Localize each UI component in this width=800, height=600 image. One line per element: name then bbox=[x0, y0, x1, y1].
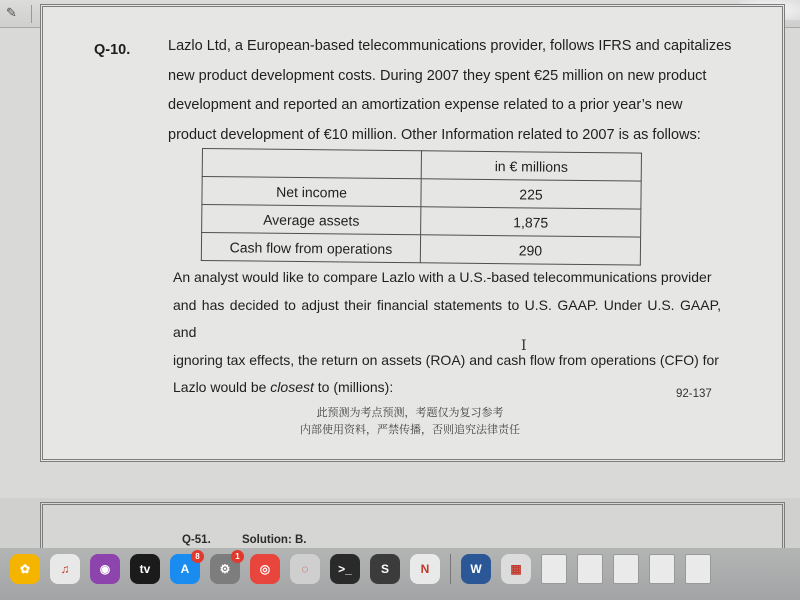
body-last-line bbox=[173, 374, 721, 402]
pen-icon: ✎ bbox=[6, 6, 17, 21]
dock-recent-file-icon[interactable] bbox=[685, 554, 711, 584]
dock-recent-file-icon[interactable] bbox=[577, 554, 603, 584]
dock-preview-icon[interactable]: ▦ bbox=[501, 554, 531, 584]
notice-line: 内部使用资料，严禁传播，否则追究法律责任 bbox=[300, 423, 520, 436]
dock-app-list bbox=[10, 554, 711, 584]
notification-badge: 8 bbox=[191, 550, 204, 563]
dock-utility-icon[interactable]: ◌ bbox=[290, 554, 320, 584]
sketch-tool-button[interactable] bbox=[6, 4, 17, 24]
emphasis-text: closest bbox=[270, 379, 314, 395]
dock-recent-file-icon[interactable] bbox=[613, 554, 639, 584]
body-line: An analyst would like to compare Lazlo with a U.S.-based telecommunications provider bbox=[173, 269, 712, 285]
body-line: ignoring tax effects, the return on assets (ROA) and cash flow from operations (CFO) for bbox=[173, 351, 719, 368]
dock-photos-icon[interactable]: ✿ bbox=[10, 554, 40, 584]
question-number: Q-10. bbox=[94, 42, 131, 58]
dock-apple-tv-icon[interactable]: tv bbox=[130, 554, 160, 584]
dock-app-store-icon[interactable]: A 8 bbox=[170, 554, 200, 584]
dock-podcasts-icon[interactable]: ◉ bbox=[90, 554, 120, 584]
body-text: to (millions): bbox=[313, 379, 394, 395]
dock bbox=[0, 548, 800, 600]
dock-recent-file-icon[interactable] bbox=[649, 554, 675, 584]
question-body bbox=[173, 264, 721, 402]
next-page-frame bbox=[40, 502, 785, 548]
intro-line: development and reported an amortization expense related to a prior year’s new bbox=[168, 97, 683, 113]
text-cursor-icon: I bbox=[521, 338, 527, 354]
table-cell-label: Net income bbox=[202, 177, 421, 207]
table-header-cell: in € millions bbox=[421, 151, 641, 181]
financial-table bbox=[201, 148, 642, 266]
dock-system-preferences-icon[interactable]: ⚙ 1 bbox=[210, 554, 240, 584]
table-cell-value: 290 bbox=[420, 235, 640, 265]
confidential-notice bbox=[250, 404, 570, 438]
table-cell-value: 1,875 bbox=[421, 207, 641, 237]
next-page-heading bbox=[182, 534, 334, 546]
dock-separator bbox=[450, 554, 451, 584]
intro-line: new product development costs. During 2007 they spent €25 million on new product bbox=[168, 67, 707, 84]
table-header-cell bbox=[202, 149, 421, 179]
table-cell-label: Cash flow from operations bbox=[201, 233, 420, 263]
body-text: Lazlo would be bbox=[173, 379, 271, 395]
dock-word-icon[interactable]: W bbox=[461, 554, 491, 584]
intro-line: Lazlo Ltd, a European-based telecommunications provider, follows IFRS and capitalizes bbox=[168, 38, 732, 54]
dock-news-icon[interactable]: N bbox=[410, 554, 440, 584]
next-question-number: Q-51. bbox=[182, 534, 211, 546]
dock-chrome-icon[interactable]: ◎ bbox=[250, 554, 280, 584]
table-row bbox=[201, 233, 640, 266]
table-cell-value: 225 bbox=[421, 179, 641, 209]
dock-sublime-icon[interactable]: S bbox=[370, 554, 400, 584]
dock-music-icon[interactable]: ♫ bbox=[50, 554, 80, 584]
page-number: 92-137 bbox=[676, 388, 712, 400]
body-line: and has decided to adjust their financial statements to U.S. GAAP. Under U.S. GAAP, and bbox=[173, 296, 721, 340]
notice-line: 此预测为考点预测，考题仅为复习参考 bbox=[316, 406, 504, 419]
solution-label: Solution: B. bbox=[241, 534, 307, 546]
table-cell-label: Average assets bbox=[202, 205, 421, 235]
toolbar-divider bbox=[31, 5, 32, 23]
dock-recent-file-icon[interactable] bbox=[541, 554, 567, 584]
dock-terminal-icon[interactable]: >_ bbox=[330, 554, 360, 584]
question-intro bbox=[168, 32, 744, 150]
intro-line: product development of €10 million. Other Information related to 2007 is as follows: bbox=[168, 126, 701, 143]
notification-badge: 1 bbox=[231, 550, 244, 563]
